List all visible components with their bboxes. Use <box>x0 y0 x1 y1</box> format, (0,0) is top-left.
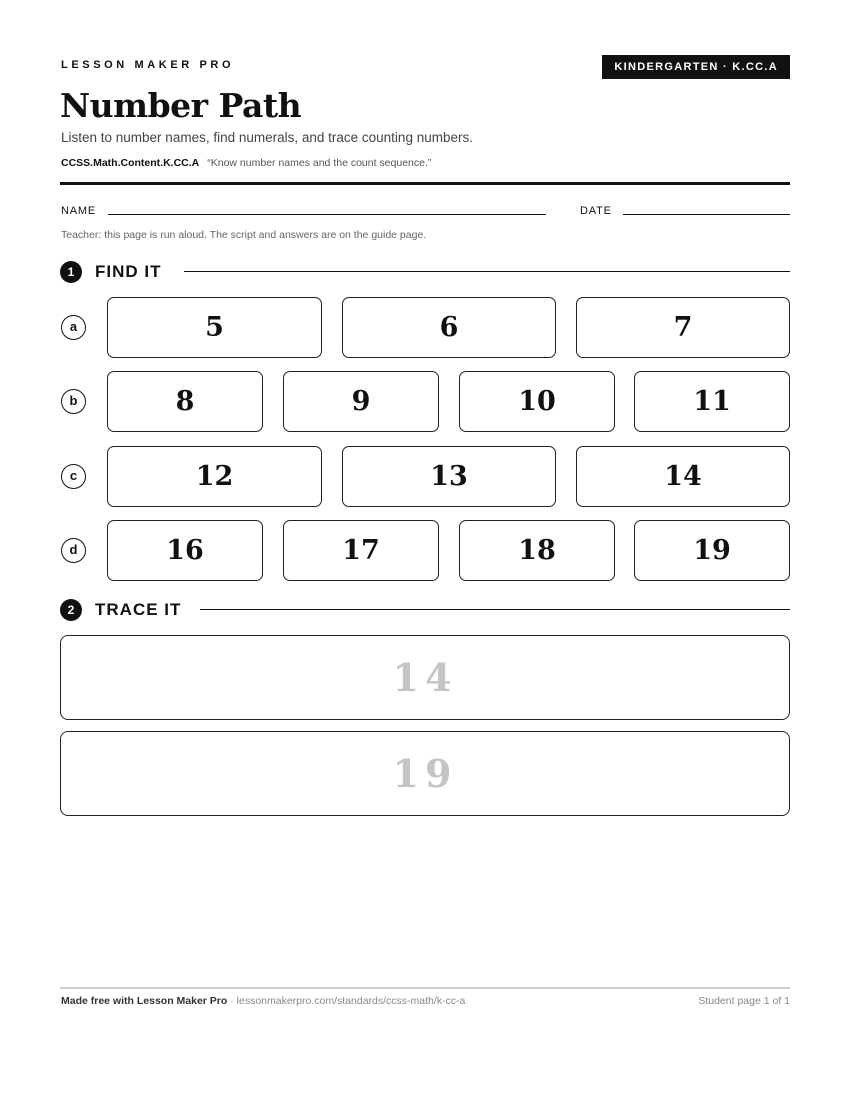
number-choice[interactable]: 9 <box>283 371 439 432</box>
page-subtitle: Listen to number names, find numerals, and trace counting numbers. <box>61 130 473 145</box>
number-choice[interactable]: 10 <box>459 371 615 432</box>
standard-reference <box>61 157 431 169</box>
date-label: DATE <box>580 205 612 217</box>
page-title: Number Path <box>60 86 302 125</box>
section-rule <box>184 271 790 272</box>
row-label-a: a <box>61 315 86 340</box>
trace-box[interactable] <box>60 635 790 720</box>
footer-separator: · <box>227 995 237 1007</box>
section-find-it-header <box>60 260 790 284</box>
number-choice[interactable]: 8 <box>107 371 263 432</box>
number-choice[interactable]: 13 <box>342 446 556 507</box>
number-choice[interactable]: 16 <box>107 520 263 581</box>
section-title: FIND IT <box>95 262 162 281</box>
section-rule <box>200 609 790 610</box>
date-field[interactable] <box>623 214 790 215</box>
standard-code: CCSS.Math.Content.K.CC.A <box>61 157 200 169</box>
number-choice[interactable]: 18 <box>459 520 615 581</box>
row-label-b: b <box>61 389 86 414</box>
footer-url[interactable]: lessonmakerpro.com/standards/ccss-math/k-cc-a <box>236 995 466 1007</box>
section-number-badge: 2 <box>60 599 82 621</box>
trace-number: 19 <box>392 751 458 796</box>
number-choice[interactable]: 6 <box>342 297 556 358</box>
teacher-note: Teacher: this page is run aloud. The script and answers are on the guide page. <box>61 229 427 241</box>
name-field[interactable] <box>108 214 546 215</box>
row-label-c: c <box>61 464 86 489</box>
section-title: TRACE IT <box>95 600 182 619</box>
header-divider <box>60 182 790 185</box>
footer-divider <box>60 987 790 989</box>
name-label: NAME <box>61 205 96 217</box>
section-trace-it-header <box>60 598 790 622</box>
trace-number: 14 <box>392 655 458 700</box>
section-number-badge: 1 <box>60 261 82 283</box>
grade-badge: KINDERGARTEN · K.CC.A <box>602 55 790 79</box>
number-choice[interactable]: 19 <box>634 520 790 581</box>
number-choice[interactable]: 11 <box>634 371 790 432</box>
brand-name: LESSON MAKER PRO <box>61 59 235 71</box>
standard-description: “Know number names and the count sequence.” <box>207 157 432 169</box>
footer-credit <box>61 995 465 1007</box>
trace-box[interactable] <box>60 731 790 816</box>
footer-page-info: Student page 1 of 1 <box>698 995 790 1007</box>
number-choice[interactable]: 17 <box>283 520 439 581</box>
number-choice[interactable]: 7 <box>576 297 790 358</box>
number-choice[interactable]: 12 <box>107 446 322 507</box>
number-choice[interactable]: 14 <box>576 446 790 507</box>
footer-made-with: Made free with Lesson Maker Pro <box>61 995 228 1007</box>
row-label-d: d <box>61 538 86 563</box>
number-choice[interactable]: 5 <box>107 297 322 358</box>
